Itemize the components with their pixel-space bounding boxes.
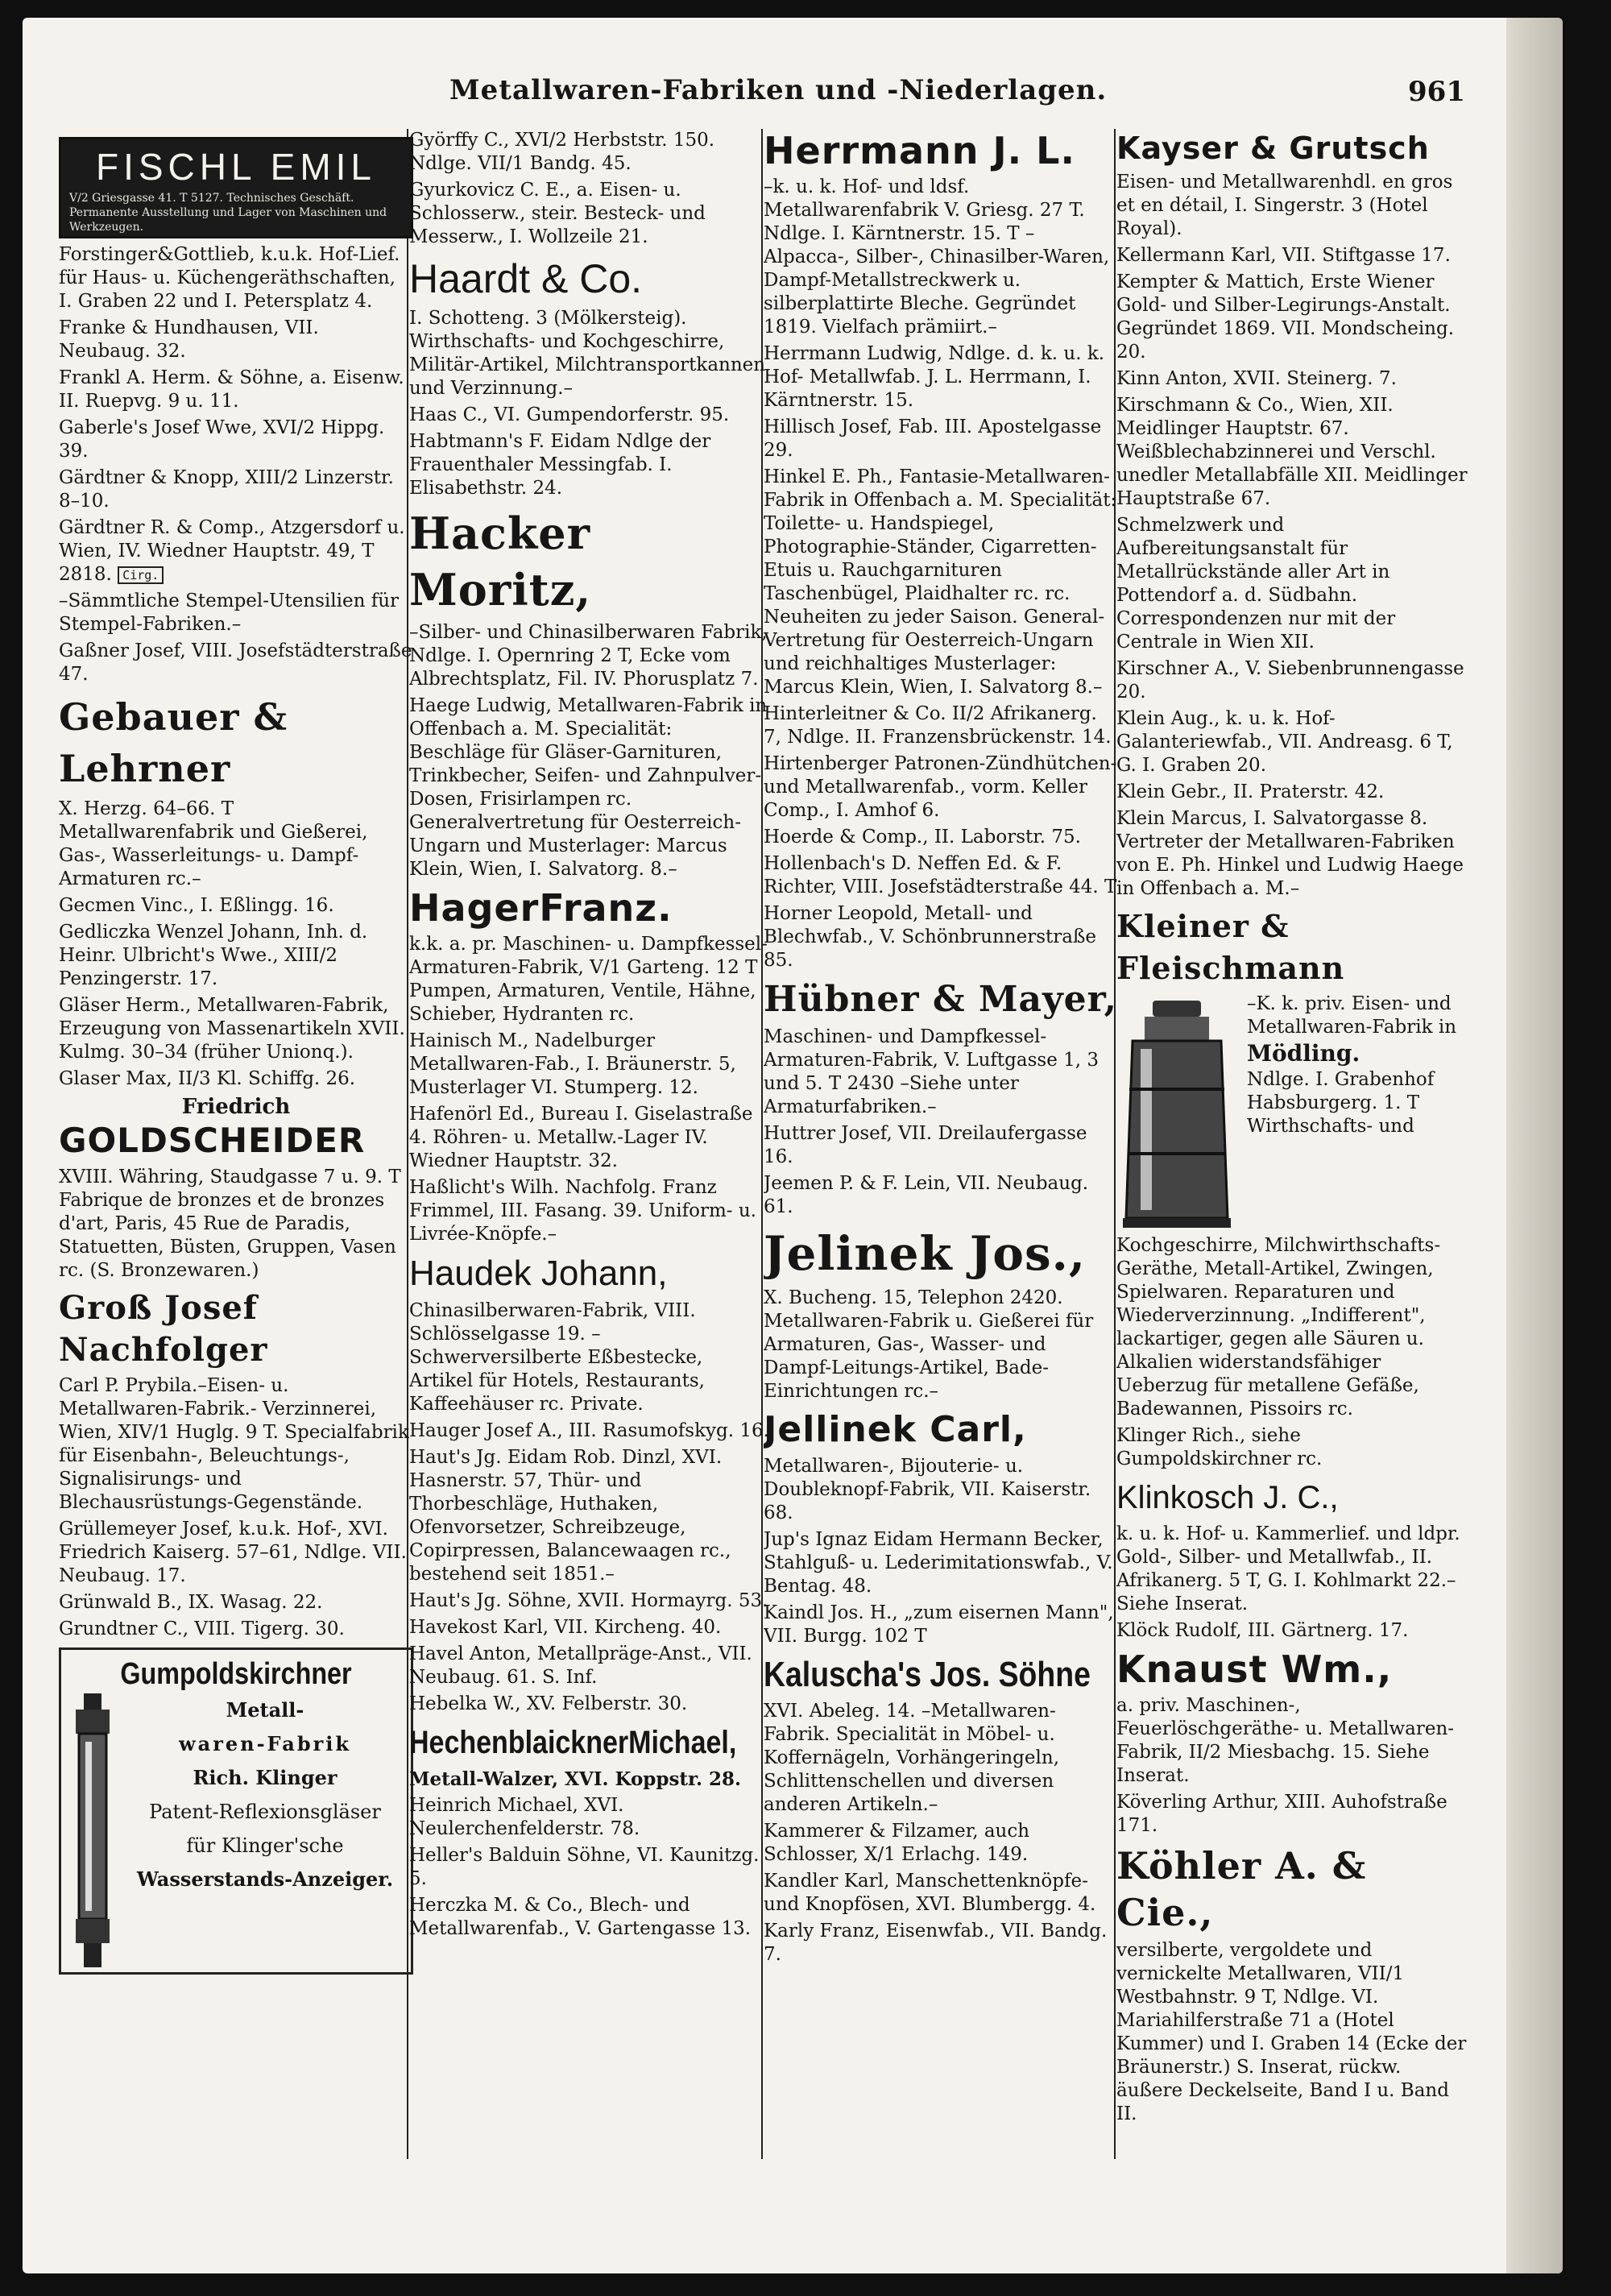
ad-line: Wasserstands-Anzeiger. xyxy=(136,1867,394,1891)
list-item: Gaßner Josef, VIII. Josefstädterstraße 47. xyxy=(59,640,412,685)
list-item: Klöck Rudolf, III. Gärtnerg. 17. xyxy=(1116,1620,1409,1641)
list-item: Haege Ludwig, Metallwaren-Fabrik in Offenbach a. M. Specialität: Beschläge für Gläser-Garnituren, Trinkbecher, Seifen- und Zahnpulver-Dosen, Frisirlampen rc. Generalvertretung für Oesterreich-Ungarn und Musterlager: Marcus Klein, Wien, I. Salvatorg. 8.– xyxy=(409,695,768,880)
list-item: Frankl A. Herm. & Söhne, a. Eisenw. II. Ruepvg. 9 u. 11. xyxy=(59,367,404,412)
knaust-text: a. priv. Maschinen-, Feuerlöschgeräthe- u. Metallwaren-Fabrik, II/2 Miesbachg. 15. Siehe Inserat. xyxy=(1116,1695,1455,1786)
list-item: Hauger Josef A., III. Rasumofskyg. 16. xyxy=(409,1420,769,1441)
list-item: Klinger Rich., siehe Gumpoldskirchner rc. xyxy=(1116,1425,1323,1469)
list-item: –Sämmtliche Stempel-Utensilien für Stempel-Fabriken.– xyxy=(59,591,400,635)
list-item: Hirtenberger Patronen-Zündhütchen- und Metallwarenfab., vorm. Keller Comp., I. Amhof 6. xyxy=(764,753,1117,821)
gebauer-name: Gebauer & Lehrner xyxy=(59,695,288,790)
list-item: Havekost Karl, VII. Kircheng. 40. xyxy=(409,1617,722,1638)
gauge-glass-illustration xyxy=(68,1693,118,1967)
ad-line: Metall- xyxy=(226,1698,304,1722)
column-1 xyxy=(59,129,413,2223)
hager-text: k.k. a. pr. Maschinen- u. Dampfkessel-Armaturen-Fabrik, V/1 Garteng. 12 T Pumpen, Armaturen, Ventile, Hähne, Schieber, Hydranten rc. xyxy=(409,934,768,1025)
list-item: Hinkel E. Ph., Fantasie-Metallwaren-Fabrik in Offenbach a. M. Specialität: Toilette- u. Handspiegel, Photographie-Ständer, Cigarretten-Etuis u. Rauchgarnituren Taschenbügel, Plaidhalter rc. rc. Neuheiten zu jeder Saison. General-Vertretung für Oesterreich-Ungarn und reichhaltiges Musterlager: Marcus Klein, Wien, I. Salvatorg 8.– xyxy=(764,466,1117,698)
haardt-text: I. Schotteng. 3 (Mölkersteig). Wirthschafts- und Kochgeschirre, Militär-Artikel, Milchtransportkannen und Verzinnung.– xyxy=(409,308,766,399)
list-item: Kempter & Mattich, Erste Wiener Gold- und Silber-Legirungs-Anstalt. Gegründet 1869. VII. Mondscheing. 20. xyxy=(1116,271,1455,363)
list-item: Kandler Karl, Manschettenknöpfe- und Knopfösen, XVI. Blumbergg. 4. xyxy=(764,1871,1096,1915)
goldscheider-name: GOLDSCHEIDER xyxy=(59,1121,366,1160)
list-item: Kirschmann & Co., Wien, XII. Meidlinger Hauptstr. 67. Weißblechabzinnerei und Verschl. unedler Metallabfälle XII. Meidlinger Hauptstraße 67. xyxy=(1116,395,1468,509)
list-item: Klein Aug., k. u. k. Hof-Galanteriewfab., VII. Andreasg. 6 T, G. I. Graben 20. xyxy=(1116,708,1453,776)
page-header xyxy=(23,74,1497,122)
directory-page xyxy=(23,18,1563,2273)
list-item: Horner Leopold, Metall- und Blechwfab., V. Schönbrunnerstraße 85. xyxy=(764,903,1096,971)
kayser-text: Eisen- und Metallwarenhdl. en gros et en détail, I. Singerstr. 3 (Hotel Royal). xyxy=(1116,172,1453,239)
list-item: Gärdtner & Knopp, XIII/2 Linzerstr. 8–10. xyxy=(59,467,394,512)
kleiner-text-cont: Kochgeschirre, Milchwirthschafts-Geräthe, Metall-Artikel, Zwingen, Spielwaren. Reparaturen und Wiederverzinnung. „Indifferent", lackartiger, gegen alle Säuren u. Alkalien widerstandsfähiger Ueberzug für metallene Gefäße, Badewannen, Pissoirs rc. xyxy=(1116,1235,1441,1419)
gumpoldskirchner-ad xyxy=(59,1647,413,1975)
list-item: Haas C., VI. Gumpendorferstr. 95. xyxy=(409,404,730,425)
jelinek-name: Jelinek Jos., xyxy=(764,1226,1087,1281)
ad-line: Patent-Reflexionsgläser xyxy=(149,1801,381,1823)
kaluscha-text: XVI. Abeleg. 14. –Metallwaren-Fabrik. Specialität in Möbel- u. Koffernägeln, Vorhängeringeln, Schlittenschellen und diversen anderen Artikeln.– xyxy=(764,1701,1060,1815)
list-item: Grünwald B., IX. Wasag. 22. xyxy=(59,1592,323,1613)
list-item: Haut's Jg. Söhne, XVII. Hormayrg. 53. xyxy=(409,1590,768,1611)
koehler-text: versilberte, vergoldete und vernickelte Metallwaren, VII/1 Westbahnstr. 9 T, Ndlge. VI. Mariahilferstraße 71 a (Hotel Kummer) und I. Graben 14 (Ecke der Bräunerstr.) S. Inserat, rückw. äußere Deckelseite, Band I u. Band II. xyxy=(1116,1940,1467,2124)
kaluscha-name: Kaluscha's Jos. Söhne xyxy=(764,1655,1091,1694)
list-item: Klein Gebr., II. Praterstr. 42. xyxy=(1116,781,1385,802)
huebner-text: Maschinen- und Dampfkessel-Armaturen-Fabrik, V. Luftgasse 1, 3 und 5. T 2430 –Siehe unter Armaturfabriken.– xyxy=(764,1026,1100,1117)
kleiner-line: Mödling. xyxy=(1247,1040,1360,1067)
ad-line: waren-Fabrik xyxy=(179,1732,351,1755)
hager-name: HagerFranz. xyxy=(409,886,673,930)
list-item: Hafenörl Ed., Bureau I. Giselastraße 4. Röhren- u. Metallw.-Lager IV. Wiedner Hauptstr. 32. xyxy=(409,1104,753,1171)
huebner-name: Hübner & Mayer, xyxy=(764,979,1117,1020)
list-item: Glaser Max, II/3 Kl. Schiffg. 26. xyxy=(59,1068,356,1089)
page-edge xyxy=(1506,18,1563,2273)
cirg-badge: Cirg. xyxy=(118,566,164,584)
hacker-name: Hacker Moritz, xyxy=(409,508,592,615)
list-item: Kellermann Karl, VII. Stiftgasse 17. xyxy=(1116,245,1451,266)
hechenblaickner-text: Metall-Walzer, XVI. Koppstr. 28. xyxy=(409,1768,742,1790)
ad-name: FISCHL EMIL xyxy=(95,146,377,188)
list-item: Haßlicht's Wilh. Nachfolg. Franz Frimmel, III. Fasang. 39. Uniform- u. Livrée-Knöpfe.– xyxy=(409,1177,756,1245)
kayser-name: Kayser & Grutsch xyxy=(1116,131,1430,166)
gebauer-text: X. Herzg. 64–66. T Metallwarenfabrik und Gießerei, Gas-, Wasserleitungs- u. Dampf-Armaturen rc.– xyxy=(59,798,368,889)
kleiner-name: Kleiner & Fleischmann xyxy=(1116,908,1345,986)
haudek-text: Chinasilberwaren-Fabrik, VIII. Schlösselgasse 19. –Schwerversilberte Eßbestecke, Artikel für Hotels, Restaurants, Kaffeehäuser rc. Private. xyxy=(409,1300,705,1415)
list-item: Györffy C., XVI/2 Herbststr. 150. Ndlge. VII/1 Bandg. 45. xyxy=(409,130,715,174)
column-2 xyxy=(409,129,770,2223)
kleiner-line: –K. k. priv. Eisen- und Metallwaren-Fabrik in xyxy=(1247,993,1457,1038)
kleiner-ad xyxy=(1116,993,1471,1234)
list-item: Kinn Anton, XVII. Steinerg. 7. xyxy=(1116,368,1397,389)
list-item: Klein Marcus, I. Salvatorgasse 8. Vertreter der Metallwaren-Fabriken von E. Ph. Hinkel und Ludwig Haege in Offenbach a. M.– xyxy=(1116,808,1464,899)
list-item: Hainisch M., Nadelburger Metallwaren-Fab., I. Bräunerstr. 5, Musterlager VI. Stumperg. 12. xyxy=(409,1030,736,1098)
list-item: Gecmen Vinc., I. Eßlingg. 16. xyxy=(59,895,334,916)
list-item xyxy=(59,516,413,586)
list-item: Hillisch Josef, Fab. III. Apostelgasse 29. xyxy=(764,417,1102,461)
list-item: Gedliczka Wenzel Johann, Inh. d. Heinr. Ulbricht's Wwe., XIII/2 Penzingerstr. 17. xyxy=(59,922,368,989)
list-item: Forstinger&Gottlieb, k.u.k. Hof-Lief. für Haus- u. Küchengeräthschaften, I. Graben 22 und I. Petersplatz 4. xyxy=(59,244,400,312)
list-item: Köverling Arthur, XIII. Auhofstraße 171. xyxy=(1116,1792,1447,1836)
haudek-name: Haudek Johann, xyxy=(409,1254,668,1293)
list-item: Heller's Balduin Söhne, VI. Kaunitzg. 5. xyxy=(409,1845,760,1889)
list-item: Heinrich Michael, XVI. Neulerchenfelderstr. 78. xyxy=(409,1795,640,1839)
milk-can-illustration xyxy=(1116,993,1237,1234)
page-title: Metallwaren-Fabriken und -Niederlagen. xyxy=(449,74,1108,106)
list-item: Schmelzwerk und Aufbereitungsanstalt für Metallrückstände aller Art in Pottendorf a. d. Südbahn. Correspondenzen nur mit der Centrale in Wien XII. xyxy=(1116,515,1396,653)
list-item: Franke & Hundhausen, VII. Neubaug. 32. xyxy=(59,317,319,362)
list-item: Huttrer Josef, VII. Dreilaufergasse 16. xyxy=(764,1123,1087,1167)
goldscheider-first: Friedrich xyxy=(181,1095,291,1119)
list-item-text: Gärdtner R. & Comp., Atzgersdorf u. Wien, IV. Wiedner Hauptstr. 49, T 2818. xyxy=(59,517,405,585)
list-item: Karly Franz, Eisenwfab., VII. Bandg. 7. xyxy=(764,1921,1108,1965)
goldscheider-text: XVIII. Währing, Staudgasse 7 u. 9. T Fabrique de bronzes et de bronzes d'art, Paris, 45 Rue de Paradis, Statuetten, Büsten, Gruppen, Vasen rc. (S. Bronzewaren.) xyxy=(59,1167,401,1281)
column-3 xyxy=(764,129,1118,2223)
hacker-text: –Silber- und Chinasilberwaren Fabrik, Ndlge. I. Opernring 2 T, Ecke vom Albrechtsplatz, Fil. IV. Phorusplatz 7. xyxy=(409,622,768,690)
list-item: Haut's Jg. Eidam Rob. Dinzl, XVI. Hasnerstr. 57, Thür- und Thorbeschläge, Huthaken, Ofenvorsetzer, Schreibzeuge, Copirpressen, Balancewaagen rc., bestehend seit 1851.– xyxy=(409,1447,731,1585)
ad-text: V/2 Griesgasse 41. T 5127. Technisches Geschäft. Permanente Ausstellung und Lager von Maschinen und Werkzeugen. xyxy=(69,192,387,234)
list-item: Grüllemeyer Josef, k.u.k. Hof-, XVI. Friedrich Kaiserg. 57–61, Ndlge. VII. Neubaug. 17. xyxy=(59,1519,407,1586)
list-item: Kammerer & Filzamer, auch Schlosser, X/1 Erlachg. 149. xyxy=(764,1821,1030,1865)
herrmann-name: Herrmann J. L. xyxy=(764,129,1075,172)
koehler-name: Köhler A. & Cie., xyxy=(1116,1844,1367,1934)
list-item: Gaberle's Josef Wwe, XVI/2 Hippg. 39. xyxy=(59,417,385,462)
list-item: Herrmann Ludwig, Ndlge. d. k. u. k. Hof- Metallwfab. J. L. Herrmann, I. Kärntnerstr. 15. xyxy=(764,343,1105,411)
list-item: Hoerde & Comp., II. Laborstr. 75. xyxy=(764,827,1081,848)
list-item: Grundtner C., VIII. Tigerg. 30. xyxy=(59,1618,345,1639)
list-item: Havel Anton, Metallpräge-Anst., VII. Neubaug. 61. S. Inf. xyxy=(409,1643,752,1688)
haardt-name: Haardt & Co. xyxy=(409,256,643,301)
list-item: Gyurkovicz C. E., a. Eisen- u. Schlosserw., steir. Besteck- und Messerw., I. Wollzeile 21. xyxy=(409,180,706,247)
ad-line: Rich. Klinger xyxy=(193,1766,338,1789)
list-item: Hollenbach's D. Neffen Ed. & F. Richter, VIII. Josefstädterstraße 44. T xyxy=(764,853,1117,897)
jelinek-text: X. Bucheng. 15, Telephon 2420. Metallwaren-Fabrik u. Gießerei für Armaturen, Gas-, Wasser- und Dampf-Leitungs-Artikel, Bade-Einrichtungen rc.– xyxy=(764,1287,1094,1402)
ad-body xyxy=(68,1693,404,1967)
column-4 xyxy=(1116,129,1471,2223)
list-item: Habtmann's F. Eidam Ndlge der Frauenthaler Messingfab. I. Elisabethstr. 24. xyxy=(409,431,711,499)
list-item: Hinterleitner & Co. II/2 Afrikanerg. 7, Ndlge. II. Franzensbrückenstr. 14. xyxy=(764,703,1112,748)
page-number: 961 xyxy=(1408,76,1465,108)
hechenblaickner-name: HechenblaicknerMichael, xyxy=(409,1725,737,1760)
jellinek-name: Jellinek Carl, xyxy=(764,1409,1027,1450)
fischl-emil-ad xyxy=(59,137,413,238)
list-item: Gläser Herm., Metallwaren-Fabrik, Erzeugung von Massenartikeln XVII. Kulmg. 30–34 (früher Unionq.). xyxy=(59,995,405,1063)
list-item: Kaindl Jos. H., „zum eisernen Mann", VII. Burgg. 102 T xyxy=(764,1602,1114,1647)
list-item: Jup's Ignaz Eidam Hermann Becker, Stahlguß- u. Lederimitationswfab., V. Bentag. 48. xyxy=(764,1529,1113,1597)
ad-line: für Klinger'sche xyxy=(186,1834,344,1857)
ad-title: Gumpoldskirchner xyxy=(120,1657,352,1691)
klinkosch-text: k. u. k. Hof- u. Kammerlief. und ldpr. Gold-, Silber- und Metallwfab., II. Afrikanerg. 5 T, G. I. Kohlmarkt 22.– Siehe Inserat. xyxy=(1116,1523,1460,1614)
gross-name: Groß Josef Nachfolger xyxy=(59,1289,268,1369)
kleiner-text xyxy=(1247,993,1471,1234)
jellinek-text: Metallwaren-, Bijouterie- u. Doubleknopf-Fabrik, VII. Kaiserstr. 68. xyxy=(764,1456,1091,1523)
list-item: Herczka M. & Co., Blech- und Metallwarenfab., V. Gartengasse 13. xyxy=(409,1895,752,1939)
list-item: Hebelka W., XV. Felberstr. 30. xyxy=(409,1693,688,1714)
gross-text: Carl P. Prybila.–Eisen- u. Metallwaren-Fabrik.- Verzinnerei, Wien, XIV/1 Huglg. 9 T. Specialfabrik für Eisenbahn-, Beleuchtungs-, Signalisirungs- und Blechausrüstungs-Gegenstände. xyxy=(59,1375,409,1513)
ad-lines xyxy=(126,1693,404,1967)
knaust-name: Knaust Wm., xyxy=(1116,1647,1393,1691)
kleiner-line: Ndlge. I. Grabenhof Habsburgerg. 1. T Wirthschafts- und xyxy=(1247,1069,1435,1137)
list-item: Jeemen P. & F. Lein, VII. Neubaug. 61. xyxy=(764,1173,1089,1217)
klinkosch-name: Klinkosch J. C., xyxy=(1116,1480,1339,1515)
list-item: Kirschner A., V. Siebenbrunnengasse 20. xyxy=(1116,658,1464,702)
herrmann-text: –k. u. k. Hof- und ldsf. Metallwarenfabrik V. Griesg. 27 T. Ndlge. I. Kärntnerstr. 15. T –Alpacca-, Silber-, Chinasilber-Waren, Dampf-Metallstreckwerk u. silberplattirte Bleche. Gegründet 1819. Vielfach prämiirt.– xyxy=(764,176,1110,338)
